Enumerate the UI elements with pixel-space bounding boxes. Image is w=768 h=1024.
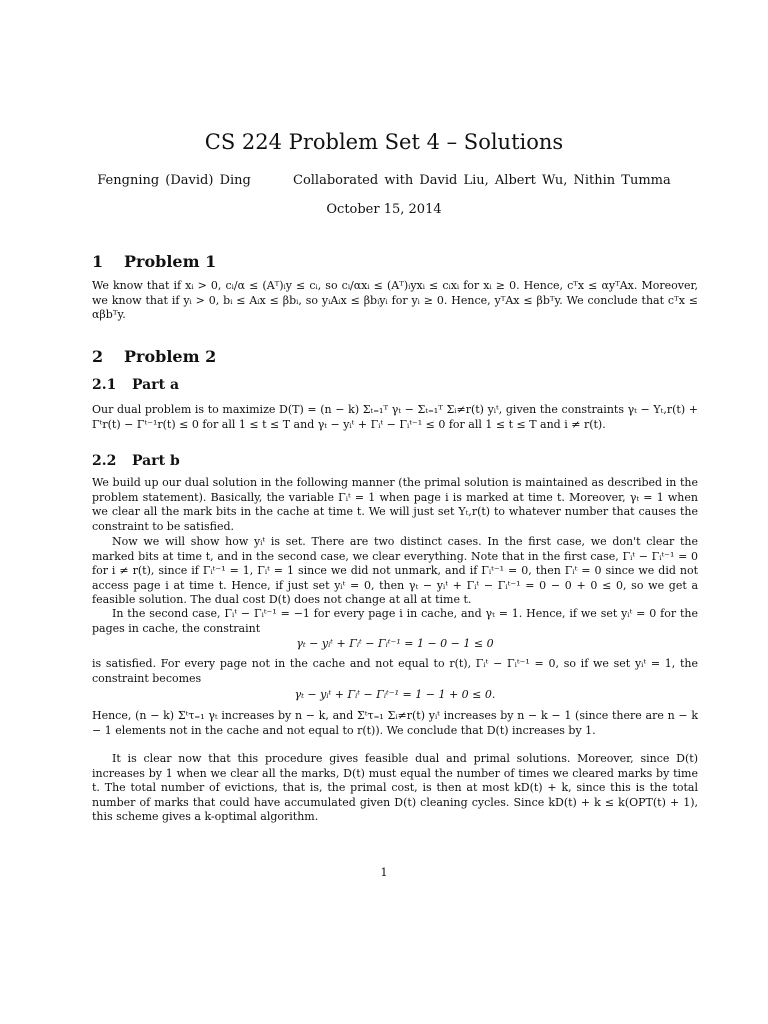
document-date: October 15, 2014	[326, 202, 442, 217]
part-a-text: Our dual problem is to maximize D(T) = (n − k) Σₜ₌₁ᵀ γₜ − Σₜ₌₁ᵀ Σᵢ≠r(t) yᵢᵗ, given the constraints γₜ − Yₜ,r(t) + Γᵗr(t) − Γᵗ⁻¹r(t) ≤ 0 for all 1 ≤ t ≤ T and γₜ − yᵢᵗ + Γᵢᵗ − Γᵢᵗ⁻¹ ≤ 0 for all 1 ≤ t ≤ T and i ≠ r(t).	[92, 403, 698, 431]
part-b-paragraph-1: We build up our dual solution in the following manner (the primal solution is maintained as described in the problem statement). Basically, the variable Γᵢᵗ = 1 when page i is marked at time t. Moreover, γₜ = 1 when we clear all the mark bits in the cache at time t. We will just set Yₜ,r(t) to whatever number that causes the constraint to be satisfied.	[92, 476, 698, 533]
part-b-paragraph-5: Hence, (n − k) Σᵗτ₌₁ γₜ increases by n − k, and Σᵗτ₌₁ Σᵢ≠r(t) yᵢᵗ increases by n − k − 1 (since there are n − k − 1 elements not in the cache and not equal to r(t)). We conclude that D(t) increases by 1.	[92, 709, 698, 737]
section-heading-problem-1	[92, 252, 216, 271]
subsection-title: Part a	[132, 377, 180, 393]
section-heading-problem-2	[92, 347, 216, 366]
section-title: Problem 1	[124, 252, 217, 271]
problem-1-text: We know that if xᵢ > 0, cᵢ/α ≤ (Aᵀ)ᵢy ≤ cᵢ, so cᵢ/αxᵢ ≤ (Aᵀ)ᵢyxᵢ ≤ cᵢxᵢ for xᵢ ≥ 0. Hence, cᵀx ≤ αyᵀAx. Moreover, we know that if yᵢ > 0, bᵢ ≤ Aᵢx ≤ βbᵢ, so yᵢAᵢx ≤ βbᵢyᵢ for yᵢ ≥ 0. Hence, yᵀAx ≤ βbᵀy. We conclude that cᵀx ≤ αβbᵀy.	[92, 279, 698, 322]
paragraph-text: In the second case, Γᵢᵗ − Γᵢᵗ⁻¹ = −1 for every page i in cache, and γₜ = 1. Hence, if we set yᵢᵗ = 0 for the pages in cache, the constraint	[92, 607, 698, 635]
collaborators: Collaborated with David Liu, Albert Wu, Nithin Tumma	[293, 173, 671, 188]
part-b-paragraph-6	[92, 752, 698, 825]
equation-1: γₜ − yᵢᵗ + Γᵢᵗ − Γᵢᵗ⁻¹ = 1 − 0 − 1 ≤ 0	[296, 637, 494, 650]
part-b-paragraph-2	[92, 535, 698, 608]
document-title: CS 224 Problem Set 4 – Solutions	[204, 130, 564, 154]
part-b-paragraph-4: is satisfied. For every page not in the cache and not equal to r(t), Γᵢᵗ − Γᵢᵗ⁻¹ = 0, so if we set yᵢᵗ = 1, the constraint becomes	[92, 657, 698, 685]
page-number: 1	[380, 866, 388, 879]
equation-2: γₜ − yᵢᵗ + Γᵢᵗ − Γᵢᵗ⁻¹ = 1 − 1 + 0 ≤ 0.	[294, 688, 496, 701]
subsection-title: Part b	[132, 453, 180, 469]
subsection-number: 2.2	[92, 453, 117, 469]
paragraph-text: It is clear now that this procedure gives feasible dual and primal solutions. Moreover, since D(t) increases by 1 when we clear all the marks, D(t) must equal the number of times we cleared marks by time t. The total number of evictions, that is, the primal cost, is then at most kD(t) + k, since this is the total number of marks that could have accumulated given D(t) cleaning cycles. Since kD(t) + k ≤ k(OPT(t) + 1), this scheme gives a k-optimal algorithm.	[92, 752, 698, 824]
author-line	[0, 173, 768, 188]
section-title: Problem 2	[124, 347, 217, 366]
author-name: Fengning (David) Ding	[97, 173, 251, 188]
subsection-heading-part-a	[92, 377, 179, 393]
part-b-paragraph-3	[92, 607, 698, 636]
subsection-heading-part-b	[92, 453, 180, 469]
section-number: 2	[92, 347, 104, 366]
section-number: 1	[92, 252, 104, 271]
paragraph-text: Now we will show how yᵢᵗ is set. There are two distinct cases. In the first case, we don't clear the marked bits at time t, and in the second case, we clear everything. Note that in the first case, Γᵢᵗ − Γᵢᵗ⁻¹ = 0 for i ≠ r(t), since if Γᵢᵗ⁻¹ = 1, Γᵢᵗ = 1 since we did not unmark, and if Γᵢᵗ⁻¹ = 0, then Γᵢᵗ = 0 since we did not access page i at time t. Hence, if just set yᵢᵗ = 0, then γₜ − yᵢᵗ + Γᵢᵗ − Γᵢᵗ⁻¹ = 0 − 0 + 0 ≤ 0, so we get a feasible solution. The dual cost D(t) does not change at all at time t.	[92, 535, 698, 607]
subsection-number: 2.1	[92, 377, 117, 393]
